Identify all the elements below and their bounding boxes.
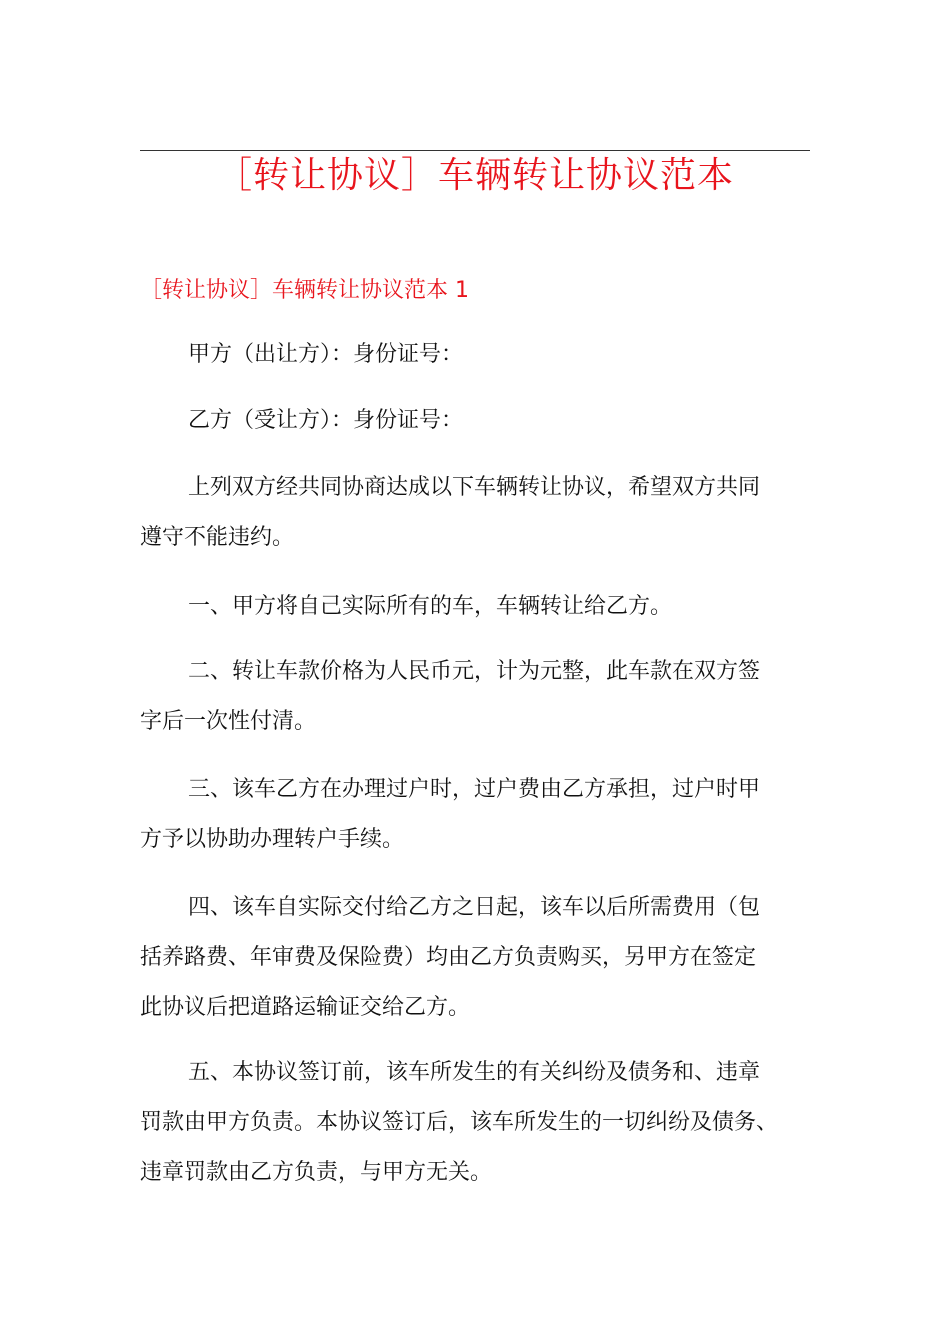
paragraph-party-b xyxy=(140,396,812,446)
paragraph-line: 罚款由甲方负责。本协议签订后，该车所发生的一切纠纷及债务、 xyxy=(140,1110,779,1135)
paragraph-line: 四、该车自实际交付给乙方之日起，该车以后所需费用（包 xyxy=(188,895,761,920)
paragraph-line: 括养路费、年审费及保险费）均由乙方负责购买，另甲方在签定 xyxy=(140,945,757,970)
paragraph-line: 此协议后把道路运输证交给乙方。 xyxy=(140,995,471,1020)
document-title: ［转让协议］车辆转让协议范本 xyxy=(215,155,734,196)
paragraph-line: 遵守不能违约。 xyxy=(140,525,295,550)
paragraph-line: 甲方（出让方）：身份证号： xyxy=(188,342,464,367)
paragraph-clause-2 xyxy=(140,647,812,747)
paragraph-clause-3 xyxy=(140,765,812,865)
paragraph-line: 二、转让车款价格为人民币元，计为元整，此车款在双方签 xyxy=(188,659,761,684)
paragraph-line: 上列双方经共同协商达成以下车辆转让协议，希望双方共同 xyxy=(188,475,761,500)
paragraph-line: 五、本协议签订前，该车所发生的有关纠纷及债务和、违章 xyxy=(188,1060,761,1085)
paragraph-party-a xyxy=(140,330,812,380)
paragraph-line: 字后一次性付清。 xyxy=(140,709,317,734)
paragraph-line: 乙方（受让方）：身份证号： xyxy=(188,408,464,433)
paragraph-clause-1 xyxy=(140,582,812,632)
paragraph-line: 三、该车乙方在办理过户时，过户费由乙方承担，过户时甲 xyxy=(188,777,761,802)
paragraph-line: 违章罚款由乙方负责，与甲方无关。 xyxy=(140,1160,493,1185)
paragraph-clause-5 xyxy=(140,1048,812,1198)
paragraph-clause-4 xyxy=(140,883,812,1033)
paragraph-line: 方予以协助办理转户手续。 xyxy=(140,827,405,852)
paragraph-preamble xyxy=(140,463,812,563)
paragraph-line: 一、甲方将自己实际所有的车，车辆转让给乙方。 xyxy=(188,594,673,619)
section-heading: ［转让协议］车辆转让协议范本 1 xyxy=(140,278,469,303)
